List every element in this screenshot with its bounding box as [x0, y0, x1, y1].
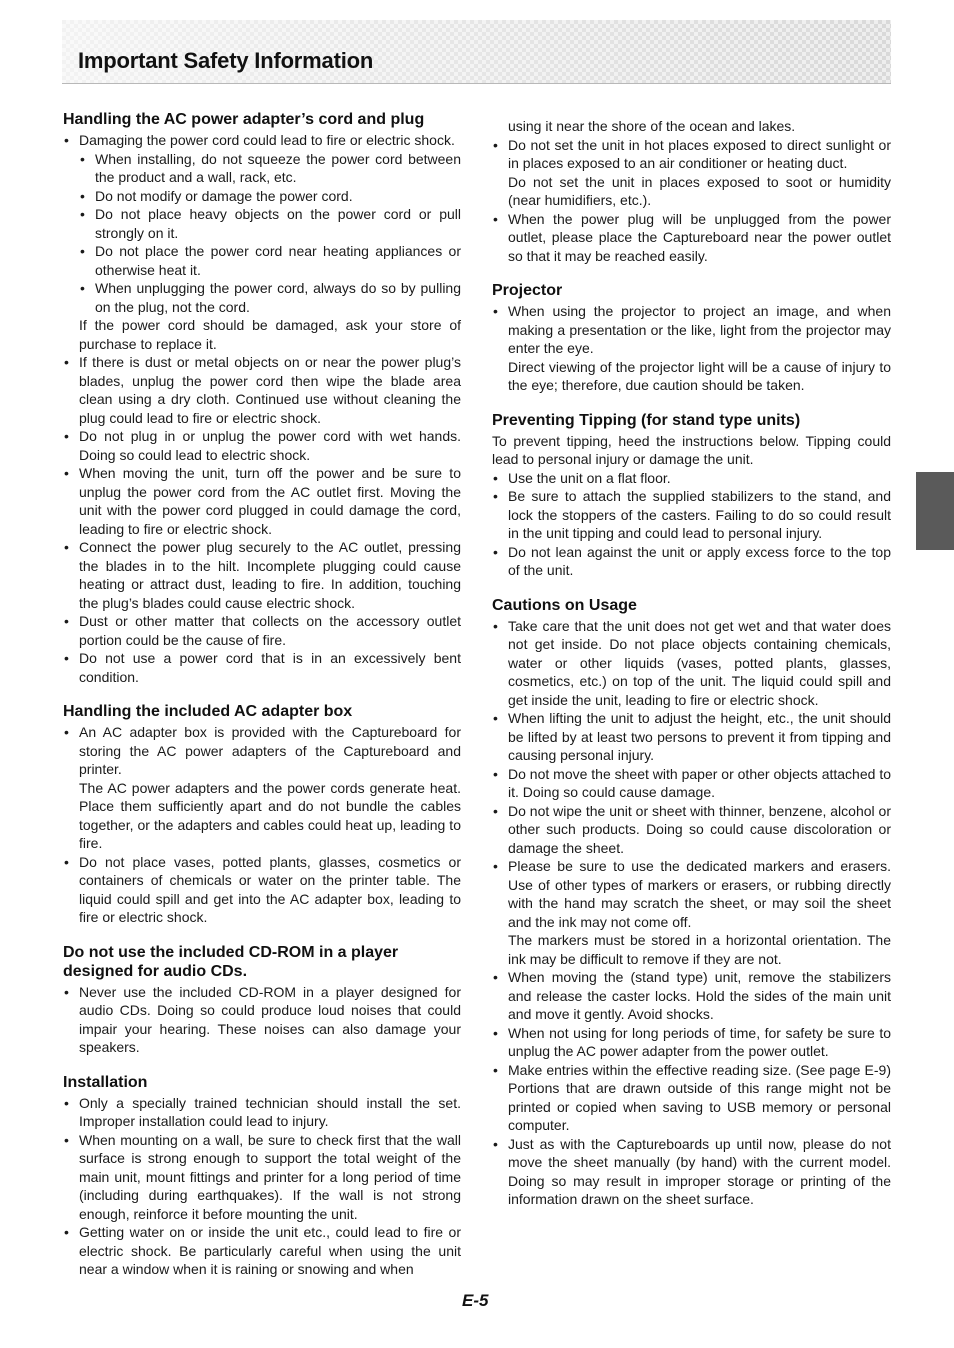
- list-item-note: The markers must be stored in a horizontal orientation. The ink may be difficult to remove if they are not.: [508, 932, 891, 967]
- list-item: • Do not lean against the unit or apply excess force to the top of the unit.: [493, 543, 891, 578]
- list-item: • Dust or other matter that collects on the accessory outlet portion could be the cause of fire.: [64, 613, 461, 648]
- list-item: • Just as with the Captureboards up until now, please do not move the sheet manually (by hand) with the current model. Doing so may result in improper storage or printing of the information drawn on the sheet surface.: [493, 1135, 891, 1207]
- list-item-note: Do not set the unit in places exposed to soot or humidity (near humidifiers, etc.).: [508, 173, 891, 208]
- section-heading: Preventing Tipping (for stand type units): [492, 411, 801, 429]
- section-cautions-usage: [492, 596, 891, 1209]
- list-item: • Do not place the power cord near heating appliances or otherwise heat it.: [80, 243, 461, 278]
- section-power-cord: [63, 110, 461, 686]
- list-item: • When mounting on a wall, be sure to check first that the wall surface is strong enough to support the total weight of the main unit, mount fittings and printer for a long period of time (including during earthquakes). If the wall is not strong enough, reinforce it before mounting the unit.: [64, 1131, 461, 1222]
- section-heading: Installation: [63, 1073, 148, 1091]
- section-cdrom: [63, 943, 461, 1057]
- list-item: • Do not use a power cord that is in an excessively bent condition.: [64, 650, 461, 685]
- left-column: [63, 110, 461, 1295]
- list-item: • Getting water on or inside the unit etc., could lead to fire or electric shock. Be particularly careful when using the unit near a window when it is raining or snowing and when: [64, 1224, 461, 1277]
- list-item: • Do not modify or damage the power cord.: [80, 187, 353, 204]
- list-item: • Do not plug in or unplug the power cord with wet hands. Doing so could lead to electric shock.: [64, 428, 461, 463]
- list-item: • When not using for long periods of time, for safety be sure to unplug the AC power adapter from the power outlet.: [493, 1024, 891, 1059]
- page-title: Important Safety Information: [78, 48, 374, 73]
- bullet-list: [63, 1094, 461, 1279]
- continued-text: using it near the shore of the ocean and lakes.: [508, 118, 796, 134]
- section-projector: [492, 281, 891, 395]
- section-tab-marker: [916, 472, 954, 550]
- list-item: • Do not place heavy objects on the power cord or pull strongly on it.: [80, 206, 461, 241]
- sub-bullet-list: [79, 150, 461, 317]
- list-item: • Be sure to attach the supplied stabilizers to the stand, and lock the stoppers of the casters. Failing to do so could result in the unit tipping and could lead to personal injury.: [493, 488, 891, 541]
- right-column: [492, 117, 891, 1225]
- list-item: • Do not wipe the unit or sheet with thinner, benzene, alcohol or other such products. Doing so could cause discoloration or damage the sheet.: [493, 802, 891, 856]
- bullet-list: [63, 983, 461, 1057]
- section-intro: To prevent tipping, heed the instructions below. Tipping could lead to personal injury or damage the unit.: [492, 432, 891, 467]
- list-item: • Never use the included CD-ROM in a player designed for audio CDs. Doing so could produce loud noises that could impair your hearing. These noises can also damage your speakers.: [64, 983, 461, 1055]
- list-item: • When unplugging the power cord, always do so by pulling on the plug, not the cord.: [80, 280, 461, 315]
- list-item: • When moving the unit, turn off the power and be sure to unplug the power cord from the AC outlet first. Moving the unit with the power cord plugged in could damage the cord, leading to fire or electric shock.: [64, 465, 461, 537]
- list-item: • Use the unit on a flat floor.: [493, 469, 671, 486]
- list-item: • When installing, do not squeeze the power cord between the product and a wall, rack, etc.: [80, 150, 461, 185]
- list-item: • When the power plug will be unplugged from the power outlet, please place the Captureboard near the power outlet so that it may be reached easily.: [493, 210, 891, 264]
- page-number: E-5: [462, 1291, 489, 1310]
- list-item: • Damaging the power cord could lead to fire or electric shock. • When installing, do not squeeze the power cord between the product and a wall, rack, etc. • Do not modify or damage the power cord. • Do not place heavy objects on the power cord or pull strongly on it. • Do not place the power cord near heating appliances or otherwise heat it. • When unplugging the power cord, always do so by pulling on the plug, not the cord. If the power cord should be damaged, ask your store of purchase to replace it.: [64, 132, 461, 352]
- section-heading: Do not use the included CD-ROM in a player designed for audio CDs.: [63, 943, 399, 980]
- section-heading: Handling the included AC adapter box: [63, 703, 353, 720]
- list-item: • When moving the (stand type) unit, remove the stabilizers and release the caster locks. Hold the sides of the main unit and move it gently. Avoid shocks.: [493, 969, 891, 1022]
- bullet-list: [492, 302, 891, 395]
- bullet-list: [63, 723, 461, 927]
- list-item: • Take care that the unit does not get wet and that water does not get inside. Do not place objects containing chemicals, water or other liquids (vases, potted plants, glasses, cosmetics, etc.) on top of the unit. The liquid could spill and get inside the unit, leading to fire or electric shock.: [493, 617, 891, 708]
- list-item: • An AC adapter box is provided with the Captureboard for storing the AC power adapters of the Captureboard and printer. The AC power adapters and the power cords generate heat. Place them sufficiently apart and do not bundle the cables together, or the adapters and cables could heat up, leading to fire.: [64, 724, 461, 851]
- list-item: • Please be sure to use the dedicated markers and erasers. Use of other types of markers or erasers, or rubbing directly with the hand may scratch the sheet, or may soil the sheet and the ink may not come off. The markers must be stored in a horizontal orientation. The ink may be difficult to remove if they are not.: [493, 858, 891, 967]
- section-tipping: [492, 411, 891, 580]
- bullet-list: [492, 469, 891, 580]
- section-adapter-box: [63, 702, 461, 927]
- list-item: • Connect the power plug securely to the AC outlet, pressing the blades in to the hilt. Incomplete plugging could cause heating or attract dust, leading to fire. In addition, touching the plug’s blades could cause electric shock.: [64, 539, 461, 611]
- bullet-list: [63, 131, 461, 686]
- section-heading: Cautions on Usage: [492, 596, 637, 614]
- list-item-note: The AC power adapters and the power cords generate heat. Place them sufficiently apart and do not bundle the cables together, or the adapters and cables could heat up, leading to fire.: [79, 779, 461, 851]
- list-item: • When using the projector to project an image, and when making a presentation or the like, light from the projector may enter the eye. Direct viewing of the projector light will be a cause of injury to the eye; therefore, due caution should be taken.: [493, 303, 891, 393]
- list-item-note: If the power cord should be damaged, ask your store of purchase to replace it.: [79, 317, 461, 352]
- list-item: • Do not set the unit in hot places exposed to direct sunlight or in places exposed to an air conditioner or heating duct. Do not set the unit in places exposed to soot or humidity (near humidifiers, etc.).: [493, 136, 891, 208]
- list-item-note: Direct viewing of the projector light will be a cause of injury to the eye; therefore, due caution should be taken.: [508, 358, 891, 393]
- section-installation-continued: [492, 117, 891, 265]
- list-item: • Do not move the sheet with paper or other objects attached to it. Doing so could cause damage.: [493, 765, 891, 800]
- section-installation: [63, 1073, 461, 1279]
- bullet-list: [492, 617, 891, 1209]
- list-item: • Do not place vases, potted plants, glasses, cosmetics or containers of chemicals or water on the printer table. The liquid could spill and get into the AC adapter box, leading to fire or electric shock.: [64, 853, 461, 925]
- bullet-list: [492, 136, 891, 266]
- section-heading: Handling the AC power adapter’s cord and plug: [63, 111, 425, 128]
- list-item: • Make entries within the effective reading size. (See page E-9) Portions that are drawn outside of this range might not be printed or copied when saving to USB memory or personal computer.: [493, 1061, 891, 1133]
- section-heading: Projector: [492, 282, 563, 299]
- header-banner: [62, 20, 891, 84]
- list-item: • When lifting the unit to adjust the height, etc., the unit should be lifted by at least two persons to prevent it from tipping and causing personal injury.: [493, 710, 891, 763]
- list-item: • Only a specially trained technician should install the set. Improper installation could lead to injury.: [64, 1094, 461, 1129]
- list-item: • If there is dust or metal objects on or near the power plug’s blades, unplug the power cord then wipe the blade area clean using a dry cloth. Continued use without cleaning the plug could lead to fire or electric shock.: [64, 354, 461, 426]
